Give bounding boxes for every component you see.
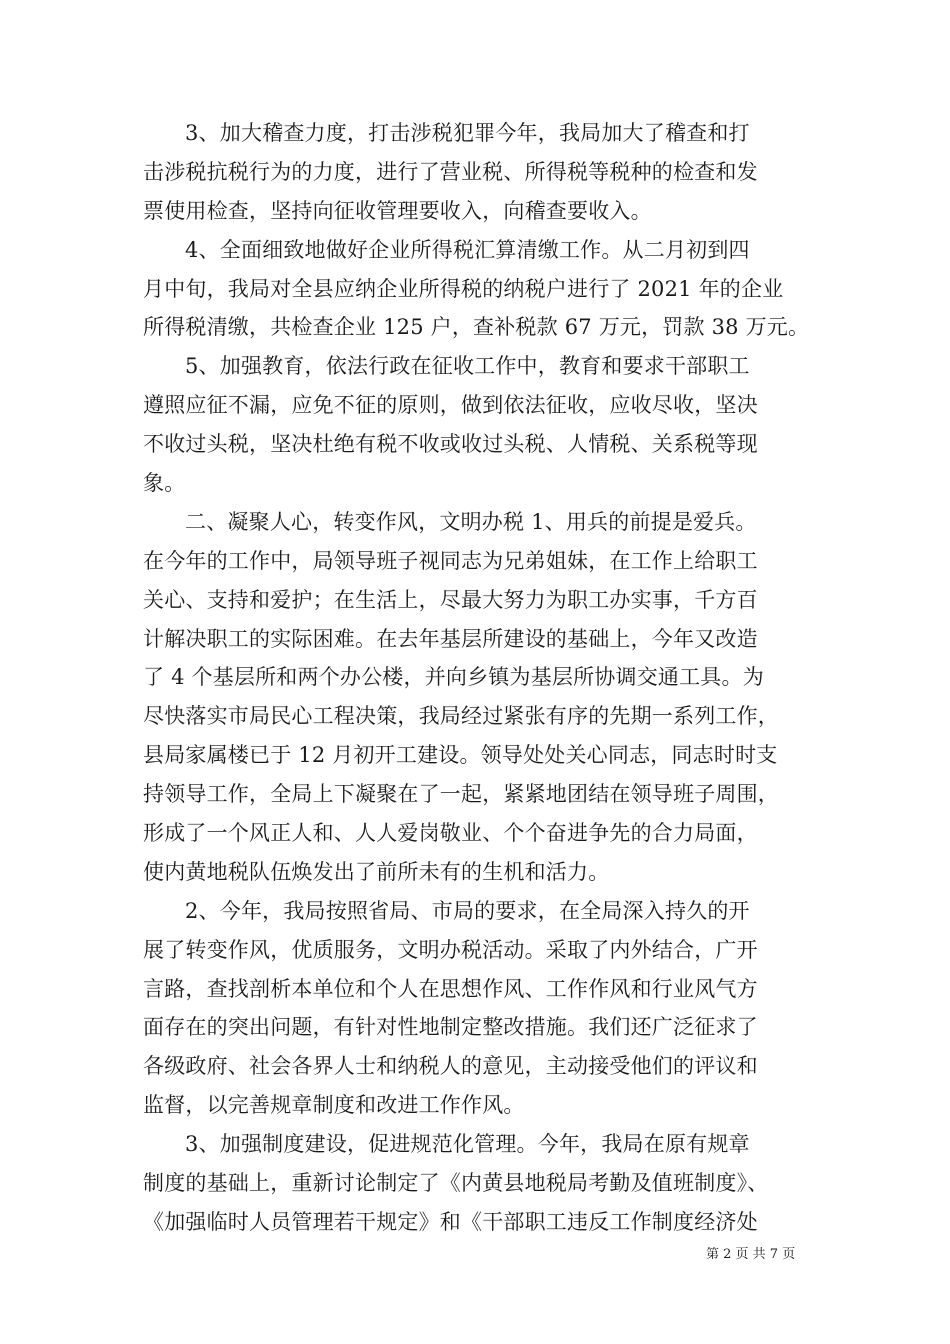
paragraph <box>143 114 811 231</box>
text-line: 言路，查找剖析本单位和个人在思想作风、工作作风和行业风气方 <box>143 976 758 1001</box>
text-line: 计解决职工的实际困难。在去年基层所建设的基础上，今年又改造 <box>143 626 758 651</box>
text-line: 监督，以完善规章制度和改进工作作风。 <box>143 1093 525 1118</box>
text-line: 尽快落实市局民心工程决策，我局经过紧张有序的先期一系列工作， <box>143 704 779 729</box>
text-line: 4、全面细致地做好企业所得税汇算清缴工作。从二月初到四 <box>185 237 750 262</box>
text-line: 《加强临时人员管理若干规定》和《干部职工违反工作制度经济处 <box>143 1209 758 1234</box>
text-line: 2、今年，我局按照省局、市局的要求，在全局深入持久的开 <box>185 898 750 923</box>
text-line: 票使用检查，坚持向征收管理要收入，向稽查要收入。 <box>143 198 652 223</box>
paragraph <box>143 503 811 892</box>
paragraph <box>143 347 811 503</box>
page-number: 第 2 页 共 7 页 <box>706 1247 796 1262</box>
text-line: 不收过头税，坚决杜绝有税不收或收过头税、人情税、关系税等现 <box>143 432 758 457</box>
text-line: 制度的基础上，重新讨论制定了《内黄县地税局考勤及值班制度》、 <box>143 1171 769 1196</box>
text-line: 关心、支持和爱护；在生活上，尽最大努力为职工办实事，千方百 <box>143 587 758 612</box>
text-line: 在今年的工作中，局领导班子视同志为兄弟姐妹，在工作上给职工 <box>143 548 758 573</box>
text-line: 遵照应征不漏，应免不征的原则，做到依法征收，应收尽收，坚决 <box>143 393 758 418</box>
text-line: 二、凝聚人心，转变作风，文明办税 1、用兵的前提是爱兵。 <box>185 509 757 534</box>
text-line: 展了转变作风，优质服务，文明办税活动。采取了内外结合，广开 <box>143 937 758 962</box>
text-line: 持领导工作，全局上下凝聚在了一起，紧紧地团结在领导班子周围， <box>143 782 779 807</box>
text-line: 所得税清缴，共检查企业 125 户，查补税款 67 万元，罚款 38 万元。 <box>143 315 810 340</box>
paragraph <box>143 231 811 348</box>
text-line: 县局家属楼已于 12 月初开工建设。领导处处关心同志，同志时时支 <box>143 743 778 768</box>
text-line: 了 4 个基层所和两个办公楼，并向乡镇为基层所协调交通工具。为 <box>143 665 764 690</box>
text-line: 形成了一个风正人和、人人爱岗敬业、个个奋进争先的合力局面， <box>143 821 758 846</box>
text-line: 3、加强制度建设，促进规范化管理。今年，我局在原有规章 <box>185 1132 750 1157</box>
text-line: 面存在的突出问题，有针对性地制定整改措施。我们还广泛征求了 <box>143 1015 758 1040</box>
text-line: 5、加强教育，依法行政在征收工作中，教育和要求干部职工 <box>185 354 750 379</box>
text-line: 使内黄地税队伍焕发出了前所未有的生机和活力。 <box>143 859 610 884</box>
text-line: 月中旬，我局对全县应纳企业所得税的纳税户进行了 2021 年的企业 <box>143 276 784 301</box>
text-line: 象。 <box>143 471 186 496</box>
text-line: 各级政府、社会各界人士和纳税人的意见，主动接受他们的评议和 <box>143 1054 758 1079</box>
paragraph <box>143 1125 811 1242</box>
document-body <box>143 114 811 1242</box>
paragraph <box>143 892 811 1125</box>
text-line: 3、加大稽查力度，打击涉税犯罪今年，我局加大了稽查和打 <box>185 121 750 145</box>
text-line: 击涉税抗税行为的力度，进行了营业税、所得税等税种的检查和发 <box>143 159 758 184</box>
